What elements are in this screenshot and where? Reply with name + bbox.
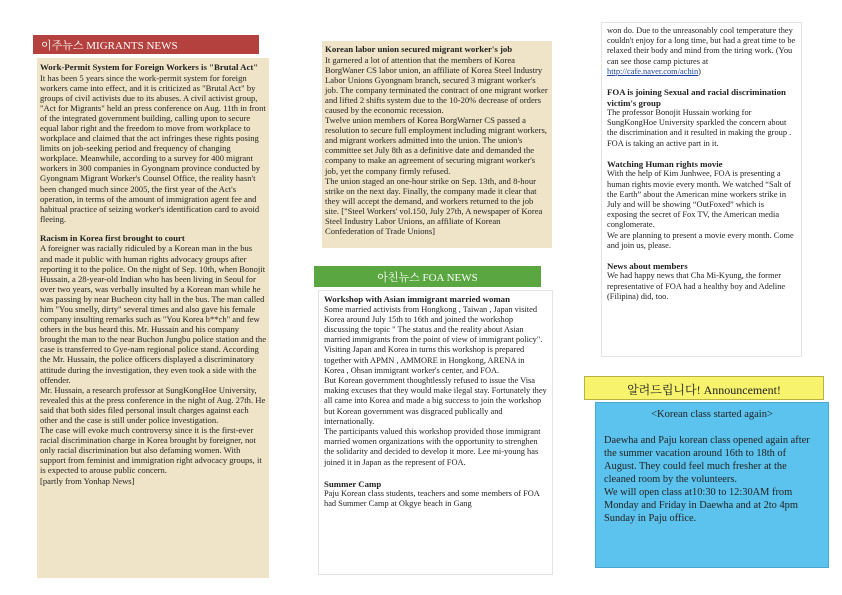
article-body-work-permit: It has been 5 years since the work-permit system for foreign workers came into effect, and it is criticized as "Brutal Act" by groups of civil activists due to its abuses. A civil activist group, "Act for Migrants" held an press conference on Aug. 11th in front of the integrated government building, calling upon to secure equal labor right and the freedom to move from workplace to workplace and claimed that the act infringes these rights posing limits on job-seeking period and frequency of changing workplace. Meanwhile, according to a survey for 400 migrant workers in 300 companies in Gyongnam province conducted by Gyongnam Migrant Worker's Counsel Office, the reality hasn't been changed much since 2005, the first year of the Act's operation, in terms of the amount of immigration agent fee and habitual practice of seizing worker's identification card to avoid fleeing.	[40, 72, 266, 224]
foa-news-header-text: 아친뉴스 FOA NEWS	[377, 272, 478, 284]
camp-pictures-link[interactable]: http://cafe.naver.com/achin	[607, 66, 699, 76]
announcement-body-2: We will open class at10:30 to 12:30AM from Monday and Friday in Daewha and at 2to 4pm Sunday in Paju office.	[604, 487, 798, 524]
foa-news-continued-box	[601, 22, 802, 357]
announcement-title: <Korean class started again>	[651, 409, 773, 420]
article-body-discrimination-group: The professor Bonojit Hussain working for SungKongHoe University sparkled the concern about the discrimination and it resulted in making the group . FOA is taking an active part in it.	[607, 108, 792, 148]
article-title-movie: Watching Human rights movie	[607, 158, 723, 169]
announcement-box	[595, 402, 829, 568]
article-body-racism-2: Mr. Hussain, a research professor at SungKongHoe University, revealed this at the press conference in the night of Aug. 27th. He said that both sides filed personal insult charges against each other and the case is still under police investigation.	[40, 384, 266, 425]
article-body-labor-union-3: The union staged an one-hour strike on Sep. 13th, and 8-hour strike on the next day. Finally, the company made it clear that they will accept the demand, and workers returned to the job site. ["Steel Workers' vol.150, July 27th, A newspaper of Korea Steel Industry Labor Unions, an affiliate of Korean Confederation of Trade Unions]	[325, 175, 543, 237]
article-title-discrimination-group: FOA is joining Sexual and racial discrimination victim's group	[607, 87, 786, 108]
article-body-racism: A foreigner was racially ridiculed by a Korean man in the bus and made it public with human rights advocacy groups after reporting it to the police. On the night of Sep. 10th, when Bonojit Hussain, a 28-year-old Indian who has been living in Seoul for over two years, was verbally insulted by a Korean man while he was passing by near Bucheon city hall in the bus. The man called him "You smelly, dirty" several times and also gave his female company insulting remarks such as "You Korea b**ch" and few others in the bus heard this. Mr. Hussain and his company brought the man to the near Buchon Jungbu police station and the case is transferred to Gye-nam regional police stand. According the Mr. Hussain, the police officers displayed a discriminatory attitude during the investigation, they even took a side with the offender.	[40, 243, 267, 385]
article-body-workshop-2: But Korean government thoughtlessly refused to issue the Visa making excuses that they would make ilegal stay. Fortunately they all came into Korea and made a big success to join the workshop but Korean government was disgraced publically and internationally.	[324, 375, 547, 426]
article-body-labor-union: It garnered a lot of attention that the members of Korea BorgWaner CS labor union, an affiliate of Korea Steel Industry Labor Unions Gyongnam branch, secured 3 migrant worker's job. The company terminated the contract of one migrant worker and lifted 2 shifts system due to the 10-20% decrease of orders caused by the economic recession.	[325, 54, 548, 115]
article-title-summer-camp: Summer Camp	[324, 478, 382, 489]
article-title-members: News about members	[607, 260, 688, 271]
article-title-work-permit: Work-Permit System for Foreign Workers is "Brutal Act"	[40, 62, 259, 72]
article-body-members: We had happy news that Cha Mi-Kyung, the former representative of FOA had a healthy boy and Adeline (Filipina) did, too.	[607, 271, 786, 301]
article-source: [partly from Yonhap News]	[40, 475, 135, 486]
article-title-workshop: Workshop with Asian immigrant married woman	[324, 294, 510, 304]
article-body-movie-2: We are planning to present a movie every month. Come and join us, please.	[607, 230, 794, 250]
article-body-racism-3: The case will evoke much controversy since it is the first-ever racial discrimination charge in Korea brought by foreigner, not only racial discrimination but also defaming women. With support from feminist and immigration right advocacy groups, it is expected to arouse public concern.	[40, 425, 262, 476]
article-body-workshop: Some married activists from Hongkong , Taiwan , Japan visited Korea around July 15th to 16th and joined the workshop discussing the topic " The status and the reality about Asian married immigrants from the point of view of immigrant policy". Visiting Japan and Korea in turns this workshop is prepared together with APMN , AMMORE in Hongkong, ARENA in Korea , Ohsan immigrant worker's center, and FOA.	[324, 304, 543, 375]
foa-news-box	[318, 290, 553, 575]
summer-camp-closing: )	[698, 66, 701, 76]
article-title-racism: Racism in Korea first brought to court	[40, 232, 185, 243]
announcement-body: Daewha and Paju korean class opened again after the summer vacation around 16th to 18th of August. They could feel much fresher at the cleaned room by the volunteers.	[604, 435, 810, 485]
migrants-news-header-text: 이주뉴스 MIGRANTS NEWS	[41, 40, 178, 52]
labor-union-box	[322, 41, 552, 248]
migrants-news-header	[33, 35, 259, 54]
migrants-news-box	[37, 58, 269, 578]
announcement-header	[584, 376, 824, 400]
summer-camp-continued: won do. Due to the unreasonably cool temperature they couldn't enjoy for a long time, but had a great time to be relaxed their body and mind from the tiring work. (You can see those camp pictures at	[607, 26, 796, 66]
article-body-movie: With the help of Kim Junhwee, FOA is presenting a human rights movie every month. We watched “Salt of the Earth” about the American mine workers strike in July and will be showing “OutFoxed” which is exposing the secret of Fox TV, the American media conglomerate.	[607, 169, 792, 230]
article-title-labor-union: Korean labor union secured migrant worker's job	[325, 44, 513, 54]
article-body-labor-union-2: Twelve union members of Korea BorgWarner CS passed a resolution to secure full employment including migrant workers, and migrant workers admitted into the union. The union's committee set July 8th as a definitive date and demanded the company to make an agreement of securing migrant worker's job, yet the company firmly refused.	[325, 115, 547, 176]
article-body-summer-camp: Paju Korean class students, teachers and some members of FOA had Summer Camp at Okgye beach in Gang	[324, 489, 540, 509]
foa-news-header	[314, 266, 541, 287]
article-body-workshop-3: The participants valued this workshop provided those immigrant married women organizations with the opportunity to strenghen the solidarity and decided to develop it more. Lee mi-young has joined it in Japan as the represent of FOA.	[324, 426, 541, 467]
announcement-header-text: 알려드립니다! Announcement!	[627, 383, 781, 397]
